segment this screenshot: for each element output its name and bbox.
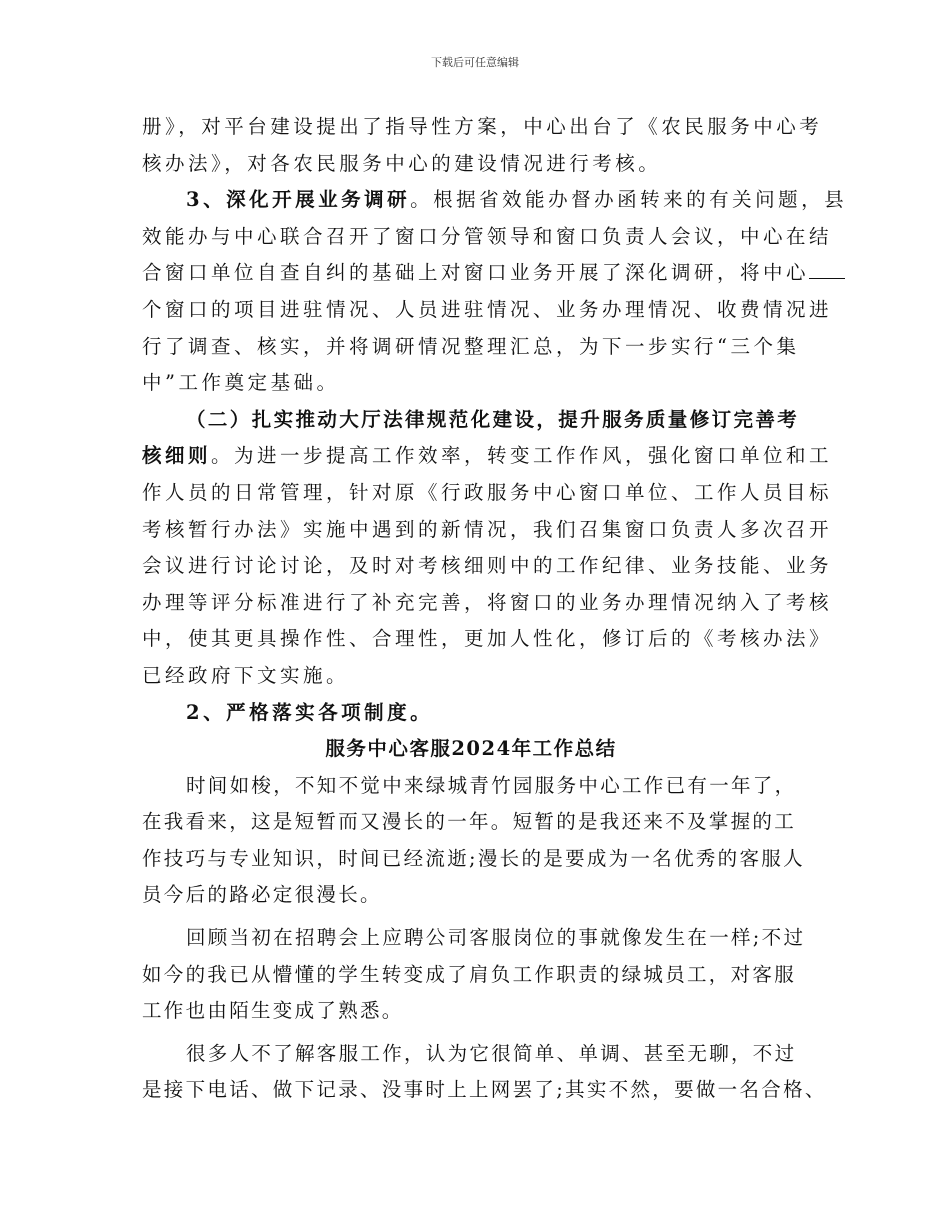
paragraph-line: 是接下电话、做下记录、没事时上上网罢了;其实不然，要做一名合格、 [142, 1078, 827, 1102]
paragraph-line: 核办法》，对各农民服务中心的建设情况进行考核。 [142, 151, 662, 175]
page-header-note: 下载后可任意编辑 [431, 56, 519, 69]
paragraph-text: 。为进一步提高工作效率，转变工作作风，强化窗口单位和工 [211, 444, 833, 468]
paragraph-line: 办理等评分标准进行了补充完善，将窗口的业务办理情况纳入了考核 [142, 590, 833, 614]
paragraph-line: 很多人不了解客服工作，认为它很简单、单调、甚至无聊，不过 [186, 1041, 797, 1065]
paragraph-line: 员今后的路必定很漫长。 [142, 883, 382, 907]
paragraph-line: 作技巧与专业知识，时间已经流逝;漫长的是要成为一名优秀的客服人 [142, 846, 805, 870]
summary-section [142, 768, 827, 1109]
paragraph-line [142, 438, 833, 475]
paragraph-line: 册》，对平台建设提出了指导性方案，中心出台了《农民服务中心考 [142, 115, 823, 138]
paragraph-line: 个窗口的项目进驻情况、人员进驻情况、业务办理情况、收费情况进 [142, 297, 833, 321]
paragraph-line [142, 182, 848, 219]
paragraph-line: 作人员的日常管理，针对原《行政服务中心窗口单位、工作人员目标 [142, 480, 833, 504]
paragraph-line: 中”工作奠定基础。 [142, 371, 340, 395]
paragraph-line [142, 255, 818, 292]
paragraph-line: 工作也由陌生变成了熟悉。 [142, 999, 404, 1023]
paragraph-text: 。根据省效能办督办函转来的有关问题，县 [410, 188, 848, 212]
paragraph-line: 时间如梭，不知不觉中来绿城青竹园服务中心工作已有一年了， [186, 773, 797, 797]
document-body [142, 109, 848, 1109]
section-heading-line: 2、严格落实各项制度。 [186, 700, 434, 724]
paragraph-text: 合窗口单位自查自纠的基础上对窗口业务开展了深化调研，将中心 [142, 261, 810, 285]
paragraph-line: 会议进行讨论讨论，及时对考核细则中的工作纪律、业务技能、业务 [142, 554, 833, 578]
paragraph-line: 已经政府下文实施。 [142, 663, 350, 687]
paragraph-line: 在我看来，这是短暂而又漫长的一年。短暂的是我还来不及掌握的工 [142, 810, 797, 834]
section-heading-inline: 3、深化开展业务调研 [186, 188, 411, 212]
document-title: 服务中心客服2024年工作总结 [325, 737, 617, 761]
paragraph-line: 考核暂行办法》实施中遇到的新情况，我们召集窗口负责人多次召开 [142, 517, 833, 541]
paragraph-line: 中，使其更具操作性、合理性，更加人性化，修订后的《考核办法》 [142, 627, 833, 651]
paragraph-line: 如今的我已从懵懂的学生转变成了肩负工作职责的绿城员工，对客服 [142, 962, 797, 986]
paragraph-line: 行了调查、核实，并将调研情况整理汇总，为下一步实行“三个集 [142, 334, 800, 358]
section-heading-line: （二）扎实推动大厅法律规范化建设，提升服务质量修订完善考 [186, 407, 800, 431]
paragraph-line: 效能办与中心联合召开了窗口分管领导和窗口负责人会议，中心在结 [142, 224, 833, 248]
section-heading-inline: 核细则 [142, 444, 212, 468]
paragraph-line: 回顾当初在招聘会上应聘公司客服岗位的事就像发生在一样;不过 [186, 926, 806, 950]
fill-in-blank [809, 260, 845, 279]
